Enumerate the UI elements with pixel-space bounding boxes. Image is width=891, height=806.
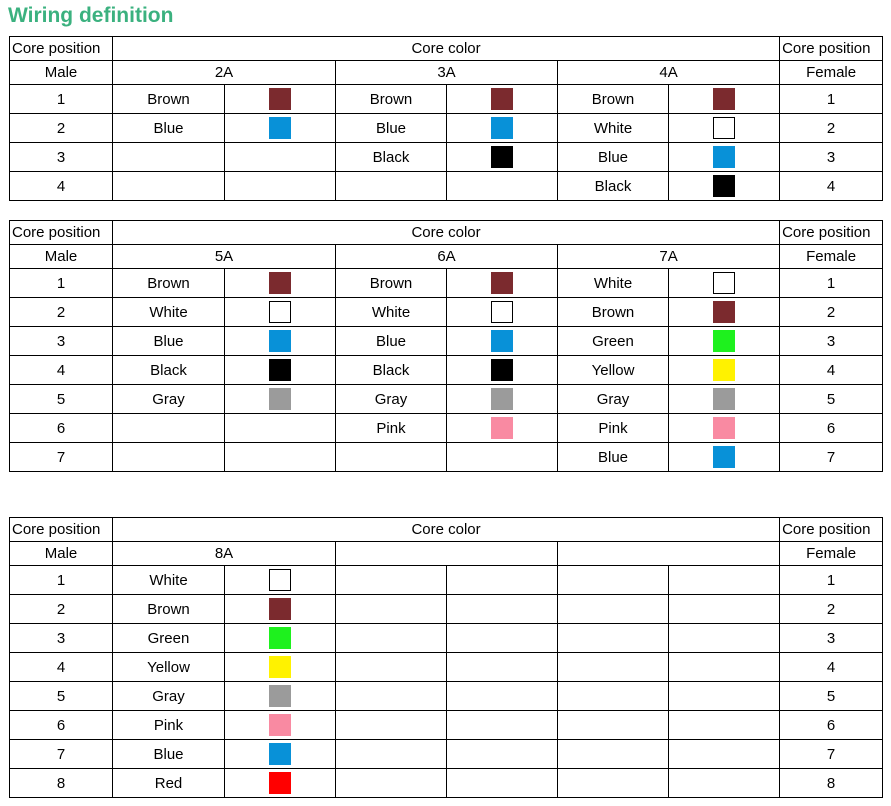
core-color-name-cell: Blue <box>113 114 225 143</box>
core-color-name-cell: Brown <box>558 298 669 327</box>
core-color-swatch-cell <box>447 385 558 414</box>
core-color-name-cell: Blue <box>113 327 225 356</box>
male-position-cell: 6 <box>10 711 113 740</box>
female-position-cell: 7 <box>780 443 883 472</box>
male-position-cell: 6 <box>10 414 113 443</box>
female-position-cell: 2 <box>780 595 883 624</box>
core-color-swatch-cell <box>447 356 558 385</box>
core-color-name-cell <box>113 443 225 472</box>
core-color-swatch-cell <box>225 143 336 172</box>
female-position-cell: 5 <box>780 682 883 711</box>
core-color-swatch-cell <box>669 385 780 414</box>
group-header <box>558 542 780 566</box>
male-position-cell: 7 <box>10 443 113 472</box>
core-color-swatch-cell <box>225 327 336 356</box>
core-color-name-cell: Black <box>336 356 447 385</box>
male-position-cell: 7 <box>10 740 113 769</box>
core-color-swatch-cell <box>669 740 780 769</box>
core-color-name-cell: Gray <box>113 682 225 711</box>
page-title: Wiring definition <box>8 4 174 27</box>
group-header: 4A <box>558 61 780 85</box>
core-color-swatch-cell <box>225 566 336 595</box>
table-row <box>10 443 883 472</box>
color-swatch-white <box>269 569 291 591</box>
core-color-swatch-cell <box>669 624 780 653</box>
core-color-swatch-cell <box>447 85 558 114</box>
color-swatch-gray <box>713 388 735 410</box>
core-color-swatch-cell <box>447 327 558 356</box>
female-position-cell: 1 <box>780 566 883 595</box>
core-position-female-header: Core position <box>780 221 883 245</box>
table-row <box>10 143 883 172</box>
female-position-cell: 3 <box>780 143 883 172</box>
color-swatch-black <box>713 175 735 197</box>
color-swatch-brown <box>269 272 291 294</box>
core-color-name-cell <box>113 143 225 172</box>
core-color-name-cell <box>558 769 669 798</box>
color-swatch-brown <box>491 272 513 294</box>
table-row <box>10 114 883 143</box>
color-swatch-yellow <box>269 656 291 678</box>
core-color-name-cell <box>336 653 447 682</box>
color-swatch-blue <box>491 330 513 352</box>
color-swatch-green <box>269 627 291 649</box>
core-color-name-cell: Gray <box>113 385 225 414</box>
core-color-swatch-cell <box>225 653 336 682</box>
wiring-table-2 <box>9 220 883 472</box>
core-color-swatch-cell <box>447 653 558 682</box>
core-color-swatch-cell <box>225 414 336 443</box>
core-color-name-cell <box>558 566 669 595</box>
color-swatch-blue <box>269 743 291 765</box>
male-position-cell: 4 <box>10 172 113 201</box>
core-color-name-cell <box>558 740 669 769</box>
core-color-swatch-cell <box>669 682 780 711</box>
color-swatch-blue <box>713 446 735 468</box>
female-position-cell: 5 <box>780 385 883 414</box>
male-position-cell: 1 <box>10 566 113 595</box>
core-color-swatch-cell <box>225 85 336 114</box>
female-position-cell: 4 <box>780 172 883 201</box>
core-color-name-cell: Pink <box>113 711 225 740</box>
core-color-name-cell: Yellow <box>558 356 669 385</box>
table-row <box>10 172 883 201</box>
core-color-name-cell <box>113 414 225 443</box>
female-position-cell: 6 <box>780 711 883 740</box>
color-swatch-black <box>491 359 513 381</box>
core-color-name-cell <box>336 769 447 798</box>
core-color-name-cell: Blue <box>336 327 447 356</box>
core-color-name-cell: Yellow <box>113 653 225 682</box>
core-color-name-cell: Brown <box>113 85 225 114</box>
core-color-name-cell: Blue <box>558 143 669 172</box>
male-position-cell: 2 <box>10 595 113 624</box>
color-swatch-blue <box>269 330 291 352</box>
wiring-table-3 <box>9 517 883 798</box>
female-position-cell: 4 <box>780 356 883 385</box>
table-row <box>10 566 883 595</box>
female-header: Female <box>780 542 883 566</box>
core-color-name-cell: Brown <box>336 85 447 114</box>
core-color-name-cell <box>558 595 669 624</box>
core-color-name-cell <box>336 595 447 624</box>
color-swatch-brown <box>713 88 735 110</box>
core-color-swatch-cell <box>447 298 558 327</box>
group-header: 8A <box>113 542 336 566</box>
core-color-header: Core color <box>113 221 780 245</box>
core-color-swatch-cell <box>669 327 780 356</box>
male-position-cell: 4 <box>10 356 113 385</box>
core-color-swatch-cell <box>447 566 558 595</box>
color-swatch-white <box>713 272 735 294</box>
core-color-swatch-cell <box>669 172 780 201</box>
core-color-name-cell: Brown <box>113 269 225 298</box>
core-color-swatch-cell <box>225 385 336 414</box>
core-color-name-cell: Blue <box>336 114 447 143</box>
table-row <box>10 624 883 653</box>
color-swatch-white <box>713 117 735 139</box>
core-color-name-cell: Gray <box>336 385 447 414</box>
core-color-header: Core color <box>113 37 780 61</box>
color-swatch-pink <box>491 417 513 439</box>
core-color-swatch-cell <box>447 172 558 201</box>
core-color-swatch-cell <box>225 443 336 472</box>
core-color-name-cell: White <box>558 114 669 143</box>
table-row <box>10 595 883 624</box>
table-row <box>10 740 883 769</box>
core-color-swatch-cell <box>225 298 336 327</box>
core-color-name-cell: Black <box>113 356 225 385</box>
core-color-name-cell: Green <box>558 327 669 356</box>
color-swatch-brown <box>269 598 291 620</box>
male-position-cell: 3 <box>10 143 113 172</box>
female-position-cell: 2 <box>780 114 883 143</box>
core-color-swatch-cell <box>225 769 336 798</box>
core-position-male-header: Core position <box>10 37 113 61</box>
core-color-name-cell: White <box>336 298 447 327</box>
color-swatch-blue <box>491 117 513 139</box>
core-color-swatch-cell <box>225 682 336 711</box>
core-color-swatch-cell <box>447 711 558 740</box>
core-position-male-header: Core position <box>10 518 113 542</box>
core-color-swatch-cell <box>669 443 780 472</box>
core-color-name-cell: Red <box>113 769 225 798</box>
core-position-female-header: Core position <box>780 518 883 542</box>
wiring-table-1 <box>9 36 883 201</box>
core-position-female-header: Core position <box>780 37 883 61</box>
color-swatch-yellow <box>713 359 735 381</box>
core-color-swatch-cell <box>447 740 558 769</box>
color-swatch-red <box>269 772 291 794</box>
group-header <box>336 542 558 566</box>
core-color-name-cell <box>558 653 669 682</box>
core-color-swatch-cell <box>225 740 336 769</box>
core-color-swatch-cell <box>225 172 336 201</box>
core-color-name-cell <box>336 172 447 201</box>
core-color-name-cell <box>336 740 447 769</box>
core-color-swatch-cell <box>447 269 558 298</box>
color-swatch-black <box>269 359 291 381</box>
color-swatch-white <box>491 301 513 323</box>
core-color-name-cell <box>558 682 669 711</box>
core-color-swatch-cell <box>669 85 780 114</box>
table-row <box>10 269 883 298</box>
table-row <box>10 85 883 114</box>
core-color-swatch-cell <box>225 595 336 624</box>
group-header: 3A <box>336 61 558 85</box>
color-swatch-pink <box>713 417 735 439</box>
male-header: Male <box>10 245 113 269</box>
male-position-cell: 5 <box>10 682 113 711</box>
group-header: 2A <box>113 61 336 85</box>
table-row <box>10 711 883 740</box>
female-header: Female <box>780 61 883 85</box>
female-position-cell: 8 <box>780 769 883 798</box>
male-position-cell: 4 <box>10 653 113 682</box>
core-color-swatch-cell <box>669 114 780 143</box>
color-swatch-gray <box>269 388 291 410</box>
color-swatch-blue <box>713 146 735 168</box>
core-color-name-cell: White <box>558 269 669 298</box>
color-swatch-gray <box>491 388 513 410</box>
table-row <box>10 769 883 798</box>
core-color-swatch-cell <box>447 114 558 143</box>
table-row <box>10 653 883 682</box>
female-position-cell: 1 <box>780 85 883 114</box>
core-color-name-cell: White <box>113 298 225 327</box>
core-color-name-cell: Blue <box>558 443 669 472</box>
core-color-swatch-cell <box>447 769 558 798</box>
core-color-name-cell: Black <box>336 143 447 172</box>
color-swatch-green <box>713 330 735 352</box>
core-color-swatch-cell <box>669 769 780 798</box>
male-position-cell: 8 <box>10 769 113 798</box>
color-swatch-blue <box>269 117 291 139</box>
core-color-name-cell: White <box>113 566 225 595</box>
core-color-name-cell: Gray <box>558 385 669 414</box>
core-color-name-cell: Brown <box>336 269 447 298</box>
core-color-swatch-cell <box>447 595 558 624</box>
core-color-name-cell <box>113 172 225 201</box>
core-color-header: Core color <box>113 518 780 542</box>
core-color-swatch-cell <box>669 566 780 595</box>
core-color-swatch-cell <box>225 114 336 143</box>
female-position-cell: 7 <box>780 740 883 769</box>
core-color-name-cell: Pink <box>336 414 447 443</box>
male-position-cell: 3 <box>10 624 113 653</box>
female-position-cell: 3 <box>780 624 883 653</box>
color-swatch-black <box>491 146 513 168</box>
core-color-swatch-cell <box>669 356 780 385</box>
core-color-swatch-cell <box>669 269 780 298</box>
female-position-cell: 3 <box>780 327 883 356</box>
core-color-swatch-cell <box>447 682 558 711</box>
color-swatch-brown <box>491 88 513 110</box>
group-header: 6A <box>336 245 558 269</box>
core-color-swatch-cell <box>447 414 558 443</box>
female-position-cell: 4 <box>780 653 883 682</box>
color-swatch-white <box>269 301 291 323</box>
male-header: Male <box>10 542 113 566</box>
core-color-swatch-cell <box>225 711 336 740</box>
female-position-cell: 1 <box>780 269 883 298</box>
female-position-cell: 2 <box>780 298 883 327</box>
core-color-swatch-cell <box>669 595 780 624</box>
core-color-swatch-cell <box>225 269 336 298</box>
table-row <box>10 298 883 327</box>
color-swatch-pink <box>269 714 291 736</box>
core-color-name-cell <box>336 682 447 711</box>
core-color-name-cell <box>558 711 669 740</box>
core-color-name-cell: Blue <box>113 740 225 769</box>
table-row <box>10 356 883 385</box>
male-position-cell: 1 <box>10 269 113 298</box>
table-row <box>10 385 883 414</box>
female-position-cell: 6 <box>780 414 883 443</box>
core-color-swatch-cell <box>225 356 336 385</box>
table-row <box>10 414 883 443</box>
core-position-male-header: Core position <box>10 221 113 245</box>
core-color-swatch-cell <box>669 414 780 443</box>
color-swatch-brown <box>269 88 291 110</box>
core-color-name-cell <box>336 443 447 472</box>
core-color-swatch-cell <box>225 624 336 653</box>
core-color-swatch-cell <box>669 711 780 740</box>
core-color-name-cell: Brown <box>113 595 225 624</box>
core-color-swatch-cell <box>669 143 780 172</box>
core-color-name-cell <box>558 624 669 653</box>
group-header: 5A <box>113 245 336 269</box>
core-color-swatch-cell <box>447 143 558 172</box>
core-color-swatch-cell <box>447 443 558 472</box>
male-position-cell: 2 <box>10 298 113 327</box>
color-swatch-brown <box>713 301 735 323</box>
group-header: 7A <box>558 245 780 269</box>
male-position-cell: 2 <box>10 114 113 143</box>
table-row <box>10 682 883 711</box>
male-position-cell: 5 <box>10 385 113 414</box>
core-color-name-cell: Green <box>113 624 225 653</box>
core-color-swatch-cell <box>669 298 780 327</box>
male-position-cell: 3 <box>10 327 113 356</box>
female-header: Female <box>780 245 883 269</box>
core-color-name-cell: Brown <box>558 85 669 114</box>
core-color-name-cell <box>336 624 447 653</box>
core-color-swatch-cell <box>669 653 780 682</box>
core-color-name-cell <box>336 566 447 595</box>
core-color-name-cell: Black <box>558 172 669 201</box>
color-swatch-gray <box>269 685 291 707</box>
male-position-cell: 1 <box>10 85 113 114</box>
table-row <box>10 327 883 356</box>
male-header: Male <box>10 61 113 85</box>
core-color-name-cell <box>336 711 447 740</box>
core-color-name-cell: Pink <box>558 414 669 443</box>
core-color-swatch-cell <box>447 624 558 653</box>
